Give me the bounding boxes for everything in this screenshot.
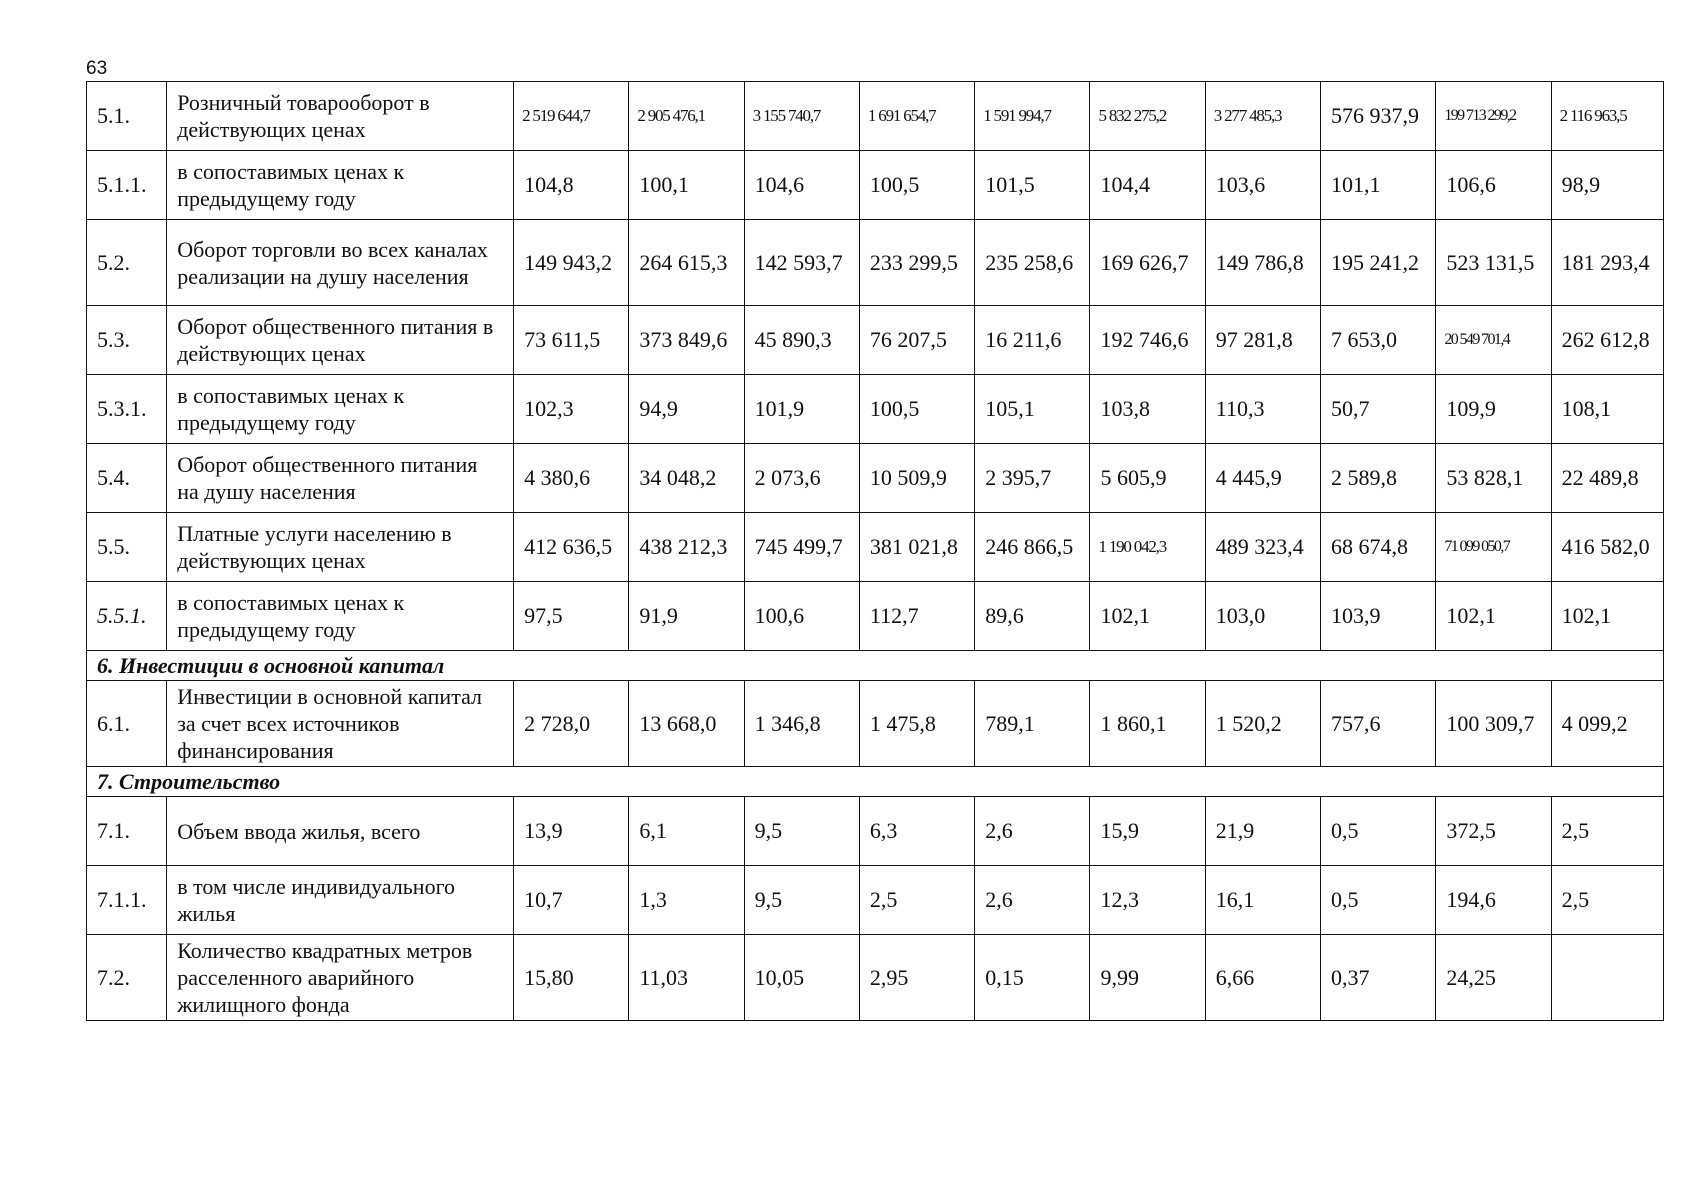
value-cell: 15,9	[1090, 797, 1205, 866]
table-row	[87, 866, 1664, 935]
table-row	[87, 151, 1664, 220]
value-cell: 110,3	[1205, 375, 1320, 444]
value-cell: 373 849,6	[629, 306, 744, 375]
value-cell: 13 668,0	[629, 681, 744, 767]
row-code: 5.4.	[87, 444, 167, 513]
value-cell: 16 211,6	[975, 306, 1090, 375]
value-cell: 2 728,0	[514, 681, 629, 767]
value-cell: 2 905 476,1	[629, 82, 744, 151]
value-cell: 264 615,3	[629, 220, 744, 306]
table-row	[87, 375, 1664, 444]
value-cell: 103,8	[1090, 375, 1205, 444]
value-cell: 103,9	[1321, 582, 1436, 651]
value-cell: 0,37	[1321, 935, 1436, 1021]
value-cell: 97 281,8	[1205, 306, 1320, 375]
row-code: 5.1.1.	[87, 151, 167, 220]
value-cell: 12,3	[1090, 866, 1205, 935]
value-cell: 381 021,8	[859, 513, 974, 582]
value-cell: 0,5	[1321, 866, 1436, 935]
row-indicator-name: Платные услуги населению в действующих ценах	[167, 513, 514, 582]
value-cell: 412 636,5	[514, 513, 629, 582]
row-code: 6.1.	[87, 681, 167, 767]
value-cell: 21,9	[1205, 797, 1320, 866]
value-cell: 103,0	[1205, 582, 1320, 651]
row-code: 5.5.	[87, 513, 167, 582]
value-cell: 1 190 042,3	[1090, 513, 1205, 582]
value-cell: 10 509,9	[859, 444, 974, 513]
value-cell: 523 131,5	[1436, 220, 1551, 306]
value-cell: 91,9	[629, 582, 744, 651]
section-header-row	[87, 651, 1664, 681]
value-cell: 102,1	[1436, 582, 1551, 651]
value-cell: 0,15	[975, 935, 1090, 1021]
table-row	[87, 582, 1664, 651]
value-cell: 181 293,4	[1551, 220, 1663, 306]
value-cell: 194,6	[1436, 866, 1551, 935]
value-cell: 100,1	[629, 151, 744, 220]
row-indicator-name: в том числе индивидуального жилья	[167, 866, 514, 935]
value-cell: 68 674,8	[1321, 513, 1436, 582]
row-code: 5.3.	[87, 306, 167, 375]
row-code: 7.1.	[87, 797, 167, 866]
row-code: 5.3.1.	[87, 375, 167, 444]
value-cell	[1551, 935, 1663, 1021]
value-cell: 2,95	[859, 935, 974, 1021]
value-cell: 195 241,2	[1321, 220, 1436, 306]
value-cell: 102,1	[1090, 582, 1205, 651]
table-row	[87, 513, 1664, 582]
table-row	[87, 220, 1664, 306]
value-cell: 16,1	[1205, 866, 1320, 935]
value-cell: 262 612,8	[1551, 306, 1663, 375]
value-cell: 1 860,1	[1090, 681, 1205, 767]
value-cell: 100,6	[744, 582, 859, 651]
section-title: 7. Строительство	[87, 767, 1664, 797]
value-cell: 142 593,7	[744, 220, 859, 306]
value-cell: 7 653,0	[1321, 306, 1436, 375]
value-cell: 2,5	[1551, 866, 1663, 935]
value-cell: 9,5	[744, 866, 859, 935]
value-cell: 169 626,7	[1090, 220, 1205, 306]
value-cell: 76 207,5	[859, 306, 974, 375]
value-cell: 2,5	[1551, 797, 1663, 866]
table-row	[87, 681, 1664, 767]
value-cell: 149 943,2	[514, 220, 629, 306]
table-row	[87, 444, 1664, 513]
value-cell: 3 277 485,3	[1205, 82, 1320, 151]
value-cell: 9,99	[1090, 935, 1205, 1021]
value-cell: 104,8	[514, 151, 629, 220]
row-indicator-name: Розничный товарооборот в действующих ценах	[167, 82, 514, 151]
row-code: 7.1.1.	[87, 866, 167, 935]
value-cell: 4 099,2	[1551, 681, 1663, 767]
value-cell: 100,5	[859, 151, 974, 220]
value-cell: 5 832 275,2	[1090, 82, 1205, 151]
value-cell: 0,5	[1321, 797, 1436, 866]
value-cell: 6,1	[629, 797, 744, 866]
value-cell: 98,9	[1551, 151, 1663, 220]
value-cell: 1 346,8	[744, 681, 859, 767]
value-cell: 416 582,0	[1551, 513, 1663, 582]
value-cell: 100 309,7	[1436, 681, 1551, 767]
value-cell: 2 519 644,7	[514, 82, 629, 151]
row-indicator-name: Инвестиции в основной капитал за счет всех источников финансирования	[167, 681, 514, 767]
value-cell: 20 549 701,4	[1436, 306, 1551, 375]
value-cell: 745 499,7	[744, 513, 859, 582]
value-cell: 106,6	[1436, 151, 1551, 220]
value-cell: 789,1	[975, 681, 1090, 767]
value-cell: 53 828,1	[1436, 444, 1551, 513]
value-cell: 3 155 740,7	[744, 82, 859, 151]
table-body	[87, 82, 1664, 1021]
row-indicator-name: в сопоставимых ценах к предыдущему году	[167, 375, 514, 444]
value-cell: 34 048,2	[629, 444, 744, 513]
value-cell: 246 866,5	[975, 513, 1090, 582]
value-cell: 50,7	[1321, 375, 1436, 444]
value-cell: 104,6	[744, 151, 859, 220]
value-cell: 2,6	[975, 866, 1090, 935]
value-cell: 1 520,2	[1205, 681, 1320, 767]
row-code: 7.2.	[87, 935, 167, 1021]
value-cell: 576 937,9	[1321, 82, 1436, 151]
value-cell: 372,5	[1436, 797, 1551, 866]
value-cell: 2 073,6	[744, 444, 859, 513]
value-cell: 15,80	[514, 935, 629, 1021]
value-cell: 1 475,8	[859, 681, 974, 767]
row-indicator-name: Оборот общественного питания в действующих ценах	[167, 306, 514, 375]
table-row	[87, 935, 1664, 1021]
row-indicator-name: в сопоставимых ценах к предыдущему году	[167, 582, 514, 651]
value-cell: 1 691 654,7	[859, 82, 974, 151]
row-code: 5.5.1.	[87, 582, 167, 651]
value-cell: 2,5	[859, 866, 974, 935]
section-header-row	[87, 767, 1664, 797]
value-cell: 103,6	[1205, 151, 1320, 220]
value-cell: 108,1	[1551, 375, 1663, 444]
page-number: 63	[86, 58, 108, 79]
value-cell: 10,05	[744, 935, 859, 1021]
value-cell: 112,7	[859, 582, 974, 651]
value-cell: 233 299,5	[859, 220, 974, 306]
section-title: 6. Инвестиции в основной капитал	[87, 651, 1664, 681]
value-cell: 149 786,8	[1205, 220, 1320, 306]
statistics-table	[86, 81, 1664, 1021]
row-indicator-name: Оборот торговли во всех каналах реализации на душу населения	[167, 220, 514, 306]
row-code: 5.1.	[87, 82, 167, 151]
value-cell: 5 605,9	[1090, 444, 1205, 513]
value-cell: 192 746,6	[1090, 306, 1205, 375]
value-cell: 11,03	[629, 935, 744, 1021]
value-cell: 199 713 299,2	[1436, 82, 1551, 151]
value-cell: 109,9	[1436, 375, 1551, 444]
row-indicator-name: Объем ввода жилья, всего	[167, 797, 514, 866]
value-cell: 100,5	[859, 375, 974, 444]
table-row	[87, 306, 1664, 375]
value-cell: 6,66	[1205, 935, 1320, 1021]
value-cell: 101,9	[744, 375, 859, 444]
value-cell: 71 099 050,7	[1436, 513, 1551, 582]
value-cell: 101,5	[975, 151, 1090, 220]
value-cell: 94,9	[629, 375, 744, 444]
value-cell: 2,6	[975, 797, 1090, 866]
value-cell: 757,6	[1321, 681, 1436, 767]
value-cell: 105,1	[975, 375, 1090, 444]
value-cell: 10,7	[514, 866, 629, 935]
value-cell: 102,3	[514, 375, 629, 444]
value-cell: 489 323,4	[1205, 513, 1320, 582]
row-indicator-name: Количество квадратных метров расселенного аварийного жилищного фонда	[167, 935, 514, 1021]
value-cell: 45 890,3	[744, 306, 859, 375]
value-cell: 6,3	[859, 797, 974, 866]
value-cell: 2 395,7	[975, 444, 1090, 513]
value-cell: 89,6	[975, 582, 1090, 651]
row-indicator-name: Оборот общественного питания на душу населения	[167, 444, 514, 513]
value-cell: 13,9	[514, 797, 629, 866]
value-cell: 24,25	[1436, 935, 1551, 1021]
value-cell: 2 589,8	[1321, 444, 1436, 513]
value-cell: 104,4	[1090, 151, 1205, 220]
value-cell: 235 258,6	[975, 220, 1090, 306]
value-cell: 97,5	[514, 582, 629, 651]
value-cell: 101,1	[1321, 151, 1436, 220]
value-cell: 1,3	[629, 866, 744, 935]
row-indicator-name: в сопоставимых ценах к предыдущему году	[167, 151, 514, 220]
value-cell: 102,1	[1551, 582, 1663, 651]
value-cell: 1 591 994,7	[975, 82, 1090, 151]
value-cell: 438 212,3	[629, 513, 744, 582]
table-row	[87, 797, 1664, 866]
value-cell: 4 445,9	[1205, 444, 1320, 513]
value-cell: 4 380,6	[514, 444, 629, 513]
value-cell: 22 489,8	[1551, 444, 1663, 513]
table-row	[87, 82, 1664, 151]
value-cell: 9,5	[744, 797, 859, 866]
value-cell: 2 116 963,5	[1551, 82, 1663, 151]
row-code: 5.2.	[87, 220, 167, 306]
value-cell: 73 611,5	[514, 306, 629, 375]
